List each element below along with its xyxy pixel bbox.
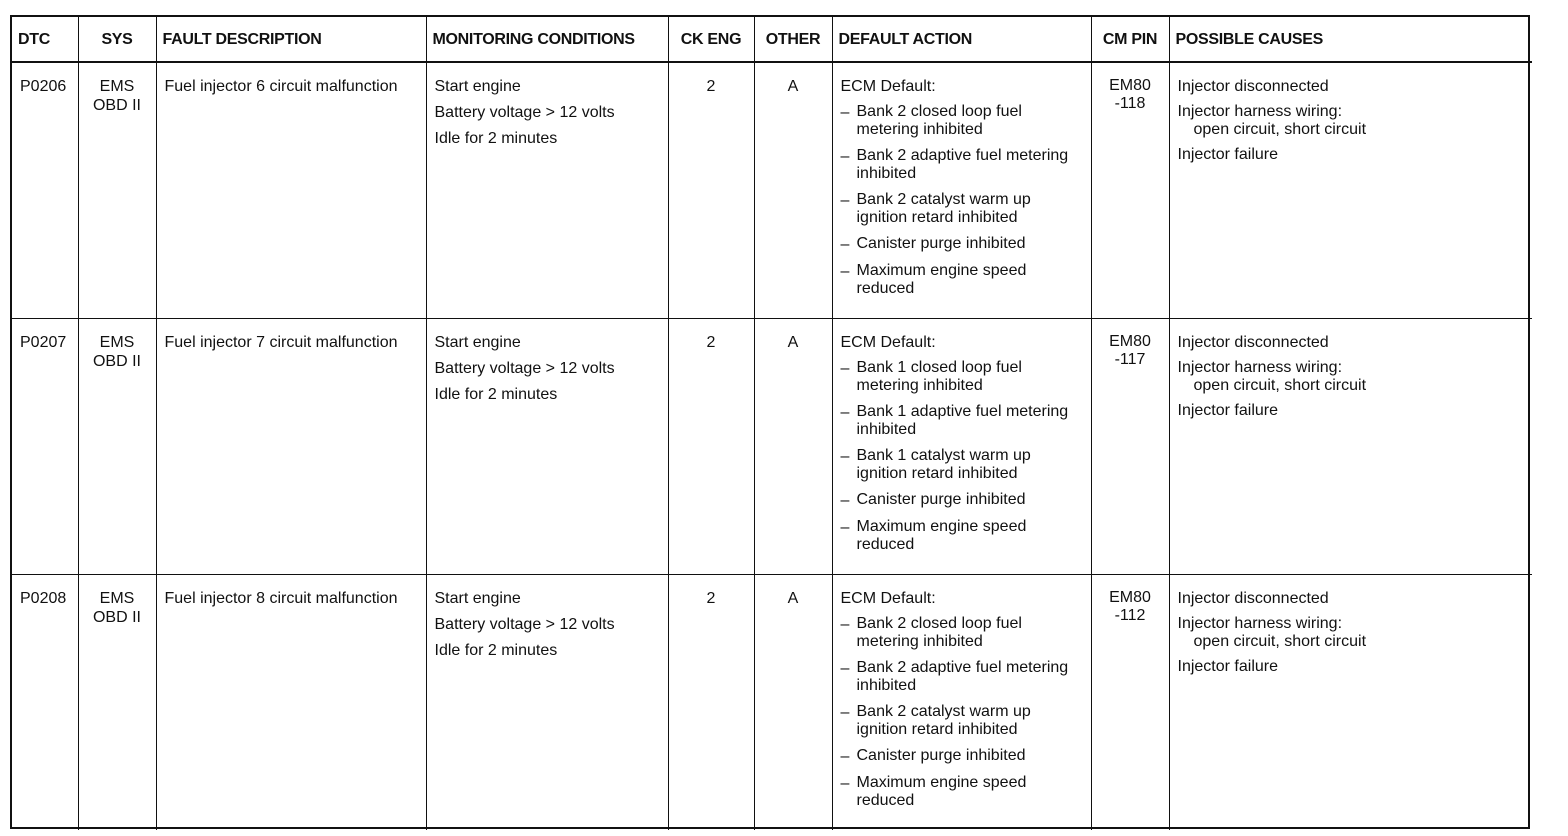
dtc-code: P0208 — [20, 589, 67, 607]
other-value: A — [787, 78, 799, 95]
monitoring-condition: Start engine — [434, 589, 521, 607]
monitoring-condition: Start engine — [434, 333, 521, 351]
sys-value: EMS — [99, 78, 135, 95]
default-action-item: – Maximum engine speed reduced — [840, 262, 1027, 297]
ecm-default-title: ECM Default: — [840, 333, 936, 351]
table-row — [12, 62, 1532, 318]
sys-value: EMS — [99, 589, 135, 607]
header-other: OTHER — [754, 17, 832, 62]
cm-pin-number: -117 — [1114, 350, 1146, 368]
cm-pin-number: -118 — [1114, 95, 1146, 112]
default-action-item: – Bank 2 catalyst warm up ignition retard inhibited — [840, 702, 1031, 738]
dtc-table-grid — [12, 17, 1532, 830]
ecm-default-title: ECM Default: — [840, 78, 936, 95]
other-value: A — [787, 589, 799, 607]
default-action-item: – Bank 2 closed loop fuel metering inhibited — [840, 103, 1022, 138]
ck-eng-value: 2 — [706, 333, 716, 351]
possible-cause: Injector failure — [1177, 401, 1278, 419]
header-monitoring-conditions: MONITORING CONDITIONS — [426, 17, 668, 62]
default-action-item: – Bank 2 adaptive fuel metering inhibited — [840, 147, 1069, 182]
ck-eng-value: 2 — [706, 78, 716, 95]
monitoring-condition: Start engine — [434, 78, 521, 95]
default-action-item: – Canister purge inhibited — [840, 235, 1026, 253]
default-action-item: – Bank 1 adaptive fuel metering inhibited — [840, 402, 1069, 438]
cm-pin-connector: EM80 — [1109, 588, 1151, 606]
default-action-item: – Maximum engine speed reduced — [840, 517, 1027, 553]
possible-cause: Injector disconnected — [1177, 78, 1329, 95]
header-possible-causes: POSSIBLE CAUSES — [1169, 17, 1532, 62]
possible-cause: Injector harness wiring: — [1177, 358, 1343, 376]
possible-cause: Injector disconnected — [1177, 333, 1329, 351]
fault-description: Fuel injector 8 circuit malfunction — [164, 589, 398, 607]
sys-standard: OBD II — [92, 97, 141, 114]
ck-eng-value: 2 — [706, 589, 716, 607]
cm-pin-connector: EM80 — [1109, 332, 1151, 350]
default-action-item: – Bank 1 catalyst warm up ignition retard inhibited — [840, 446, 1031, 482]
possible-cause: Injector harness wiring: — [1177, 614, 1343, 632]
other-value: A — [787, 333, 799, 351]
possible-cause: Injector failure — [1177, 146, 1278, 163]
header-default-action: DEFAULT ACTION — [832, 17, 1091, 62]
possible-cause: Injector disconnected — [1177, 589, 1329, 607]
header-fault-description: FAULT DESCRIPTION — [156, 17, 426, 62]
default-action-item: – Maximum engine speed reduced — [840, 773, 1027, 809]
possible-cause-detail: open circuit, short circuit — [1193, 121, 1367, 138]
default-action-item: – Bank 2 catalyst warm up ignition retard inhibited — [840, 191, 1031, 226]
fault-description: Fuel injector 7 circuit malfunction — [164, 333, 398, 351]
dtc-table — [10, 15, 1530, 829]
monitoring-condition: Battery voltage > 12 volts — [434, 104, 615, 121]
header-cm-pin: CM PIN — [1091, 17, 1169, 62]
dtc-code: P0206 — [20, 78, 67, 95]
sys-standard: OBD II — [92, 608, 141, 626]
possible-cause: Injector failure — [1177, 657, 1278, 675]
dtc-code: P0207 — [20, 333, 67, 351]
header-sys: SYS — [78, 17, 156, 62]
possible-cause-detail: open circuit, short circuit — [1193, 376, 1367, 394]
default-action-item: – Bank 1 closed loop fuel metering inhibited — [840, 358, 1022, 394]
default-action-item: – Bank 2 closed loop fuel metering inhibited — [840, 614, 1022, 650]
default-action-item: – Canister purge inhibited — [840, 490, 1026, 509]
header-dtc: DTC — [12, 17, 78, 62]
fault-description: Fuel injector 6 circuit malfunction — [164, 78, 398, 95]
monitoring-condition: Battery voltage > 12 volts — [434, 359, 615, 377]
cm-pin-number: -112 — [1114, 606, 1146, 624]
possible-cause-detail: open circuit, short circuit — [1193, 632, 1367, 650]
default-action-item: – Bank 2 adaptive fuel metering inhibited — [840, 658, 1069, 694]
header-ck-eng: CK ENG — [668, 17, 754, 62]
cm-pin-connector: EM80 — [1109, 77, 1151, 94]
sys-value: EMS — [99, 333, 135, 351]
table-row — [12, 318, 1532, 574]
monitoring-condition: Idle for 2 minutes — [434, 385, 558, 403]
table-row — [12, 574, 1532, 830]
default-action-item: – Canister purge inhibited — [840, 746, 1026, 765]
header-row — [12, 17, 1532, 62]
monitoring-condition: Idle for 2 minutes — [434, 641, 558, 659]
possible-cause: Injector harness wiring: — [1177, 103, 1343, 120]
monitoring-condition: Battery voltage > 12 volts — [434, 615, 615, 633]
monitoring-condition: Idle for 2 minutes — [434, 130, 558, 147]
ecm-default-title: ECM Default: — [840, 589, 936, 607]
sys-standard: OBD II — [92, 352, 141, 370]
